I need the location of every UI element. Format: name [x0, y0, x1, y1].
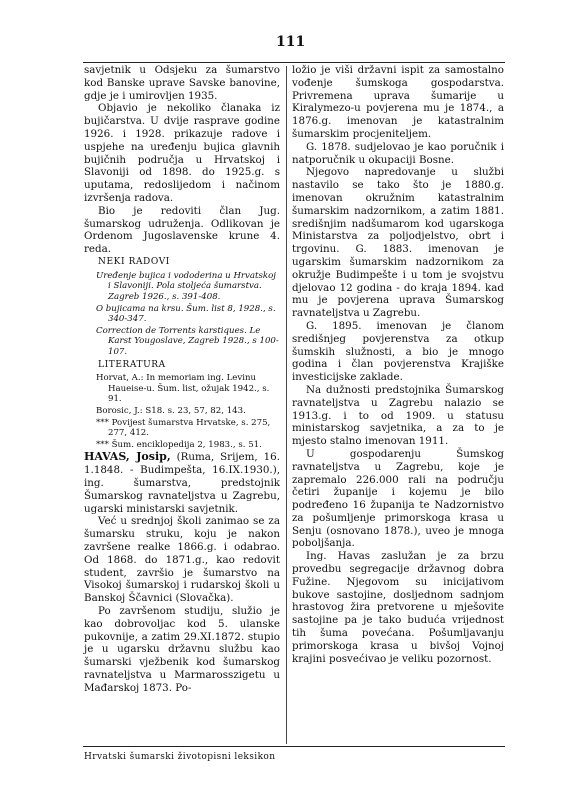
- literature-heading: LITERATURA: [98, 359, 166, 370]
- paragraph: Objavio je nekoliko članaka iz bujičarstva. U dvije rasprave godine 1926. i 1928. prikazuje radove i uspjehe na uređenju bujica glavnih bujičnih područja u Hrvatskoj i Slavoniji od 1898. do 1925.g. s uputama, redoslijedom i načinom izvršenja radova.: [84, 102, 280, 204]
- paragraph: Već u srednjoj školi zanimao se za šumarsku struku, koju je nakon završene realke 1866.g. i odabrao. Od 1868. do 1871.g., kao redovit student, završio je šumarstvo na Visokoj šumarskoj i rudarskoj školi u Banskoj Ščavnici (Slovačka).: [84, 515, 280, 605]
- paragraph: Na dužnosti predstojnika Šumarskog ravnateljstva u Zagrebu nalazio se 1913.g. i to od 1909. u statusu ministarskog savjetnika, a za to je mjesto stalno imenovan 1911.: [292, 383, 504, 448]
- works-heading: NEKI RADOVI: [98, 256, 170, 267]
- entry-heading: [84, 451, 280, 515]
- literature-list: [84, 373, 280, 450]
- entry-name: HAVAS, Josip,: [84, 450, 171, 464]
- paragraph: Po završenom studiju, služio je kao dobrovoljac kod 5. ulanske pukovnije, a zatim 29.XI.1872. stupio je u ugarsku državnu službu kao šumarski vježbenik kod šumarskog ravnateljstva u Marmarosszigetu u Mađarskoj 1873. Po-: [84, 605, 280, 694]
- paragraph: G. 1895. imenovan je članom središnjeg povjerenstva za otkup šumskih služnosti, a bio je mnogo godina i član povjerenstva Krajiške investicijske zaklade.: [292, 319, 504, 384]
- work-text: O bujicama na krsu. Šum. list 8, 1928., s. 340-347.: [96, 303, 276, 325]
- page-number: 111: [276, 34, 306, 50]
- entry-head-text: (Ruma, Srijem, 16. 1.1848. - Budimpešta, 16.IX.1930.), ing. šumarstva, predstojnik Šumarskog ravnateljstva u Zagrebu, ugarski ministarski savjetnik.: [84, 451, 280, 515]
- paragraph: savjetnik u Odsjeku za šumarstvo kod Banske uprave Savske banovine, gdje je i umirovljen 1935.: [84, 64, 280, 102]
- literature-item: *** Povijest šumarstva Hrvatske, s. 275, 277, 412.: [96, 417, 271, 439]
- paragraph: ložio je viši državni ispit za samostalno vođenje šumskoga gospodarstva. Privremena uprava šumarije u Kiralymezo-u povjerena mu je 1874., a 1876.g. imenovan je katastralnim šumarskim procjeniteljem.: [292, 64, 504, 140]
- paragraph: U gospodarenju Šumskog ravnateljstva u Zagrebu, koje je zapremalo 226.000 rali na području četiri županije i kojemu je bilo podređeno 16 županija te Nadzornistvo za pošumljenje primorskoga krasa u Senju (osnovano 1878.), uveo je mnoga poboljšanja.: [292, 447, 504, 550]
- work-text: Correction de Torrents karstiques. Le Karst Yougoslave, Zagreb 1928., s 100-107.: [96, 325, 279, 357]
- literature-item: *** Šum. enciklopedija 2, 1983., s. 51.: [96, 439, 262, 450]
- right-column: [292, 64, 504, 665]
- paragraph: Bio je redoviti član Jug. šumarskog udruženja. Odlikovan je Ordenom Jugoslavenske krune 4. reda.: [84, 204, 280, 256]
- work-item: [96, 271, 280, 303]
- footer-rule: [83, 746, 505, 747]
- work-item: [96, 304, 280, 325]
- paragraph: Ing. Havas zaslužan je za brzu provedbu segregacije državnog dobra Fužine. Njegovom su inicijativom bukove sastojine, dosljednom sadnjom hrastovog žira pretvorene u mješovite sastojine pa je tako buduća vrijednost tih šuma povećana. Pošumljavanju primorskoga krasa u bivšoj Vojnoj krajini posvećivao je veliku pozornost.: [292, 550, 504, 665]
- column-divider: [286, 66, 287, 744]
- works-list: [84, 271, 280, 358]
- literature-item: Borosic, J.: S18. s. 23, 57, 82, 143.: [96, 406, 246, 417]
- left-column: [84, 64, 280, 695]
- work-text: Uređenje bujica i vododerina u Hrvatskoj i Slavoniji. Pola stoljeća šumarstva. Zagreb 1926., s. 391-408.: [96, 270, 276, 302]
- paragraph: G. 1878. sudjelovao je kao poručnik i natporučnik u okupaciji Bosne.: [292, 140, 504, 166]
- paragraph: Njegovo napredovanje u službi nastavilo se tako što je 1880.g. imenovan okružnim katastralnim šumarskim nadzornikom, a zatim 1881. središnjim nadšumarom kod ugarskoga Ministarstva za poljodjelstvo, obrt i trgovinu. G. 1883. imenovan je ugarskim šumarskim nadzornikom za okružje Budimpešte i u tom je svojstvu djelovao 12 godina - do kraja 1894. kad mu je povjerena uprava Šumarskog ravnateljstva u Zagrebu.: [292, 166, 504, 320]
- header-rule: [83, 62, 505, 63]
- footer-title: Hrvatski šumarski životopisni leksikon: [84, 752, 276, 762]
- work-item: [96, 326, 280, 358]
- literature-item: Horvat, A.: In memoriam ing. Levinu Haueise-u. Šum. list, ožujak 1942., s. 91.: [96, 373, 270, 405]
